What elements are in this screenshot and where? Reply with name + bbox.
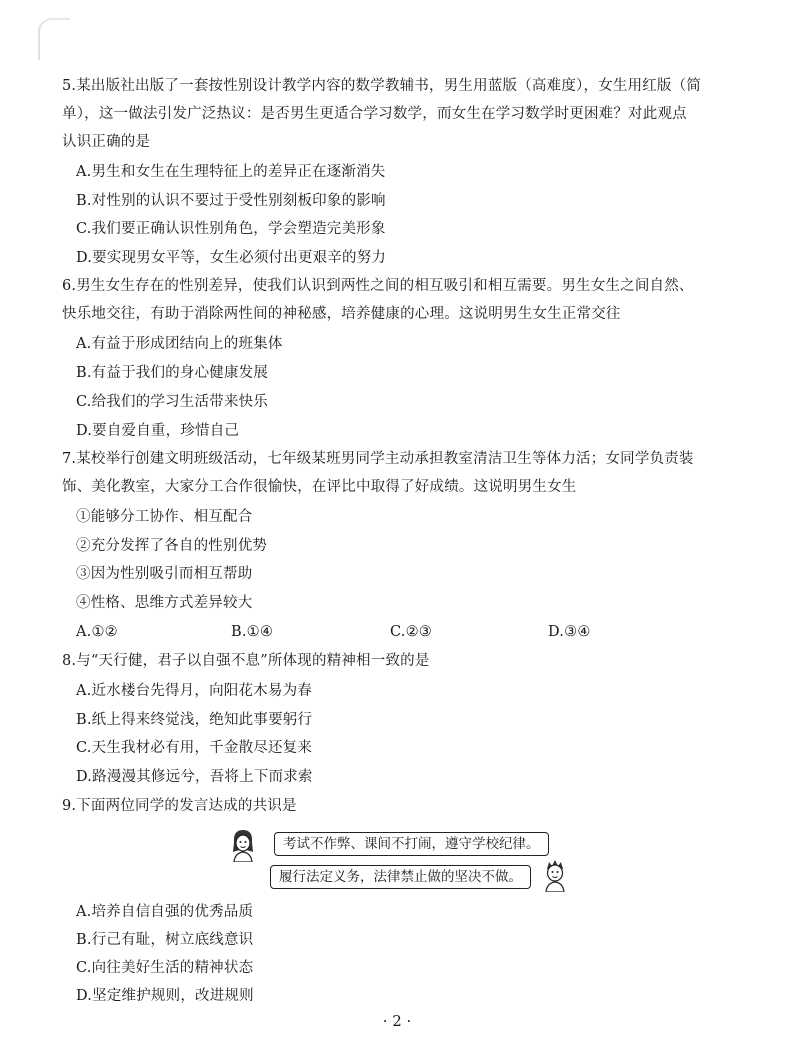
q6-option-c: C.给我们的学习生活带来快乐 bbox=[76, 394, 268, 410]
q6-option-a: A.有益于形成团结向上的班集体 bbox=[76, 336, 283, 352]
boy-student-icon bbox=[542, 858, 568, 892]
q7-option-d: D.③④ bbox=[548, 624, 591, 640]
q8-option-a: A.近水楼台先得月，向阳花木易为春 bbox=[76, 683, 312, 699]
q5-stem-line-3: 认识正确的是 bbox=[62, 134, 151, 150]
q7-option-b: B.①④ bbox=[231, 624, 274, 640]
q9-option-a: A.培养自信自强的优秀品质 bbox=[76, 904, 254, 920]
q5-stem-line-2: 单），这一做法引发广泛热议：是否男生更适合学习数学，而女生在学习数学时更困难？对此观点 bbox=[62, 106, 687, 122]
q5-option-d: D.要实现男女平等，女生必须付出更艰辛的努力 bbox=[76, 250, 387, 266]
page-number: · 2 · bbox=[382, 1012, 412, 1030]
q8-option-b: B.纸上得来终觉浅，绝知此事要躬行 bbox=[76, 712, 313, 728]
q9-dialog-illustration bbox=[230, 824, 570, 898]
q7-statement-4: ④性格、思维方式差异较大 bbox=[76, 595, 253, 611]
q9-option-b: B.行己有耻，树立底线意识 bbox=[76, 932, 254, 948]
girl-speech-bubble: 考试不作弊、课间不打闹，遵守学校纪律。 bbox=[274, 832, 549, 856]
q8-stem: 8.与“天行健，君子以自强不息”所体现的精神相一致的是 bbox=[62, 653, 430, 669]
q5-option-c: C.我们要正确认识性别角色，学会塑造完美形象 bbox=[76, 221, 386, 237]
q5-option-b: B.对性别的认识不要过于受性别刻板印象的影响 bbox=[76, 193, 386, 209]
boy-speech-bubble: 履行法定义务，法律禁止做的坚决不做。 bbox=[270, 865, 531, 889]
q8-option-c: C.天生我材必有用，千金散尽还复来 bbox=[76, 740, 313, 756]
q6-option-d: D.要自爱自重，珍惜自己 bbox=[76, 423, 240, 439]
q5-option-a: A.男生和女生在生理特征上的差异正在逐渐消失 bbox=[76, 164, 386, 180]
q7-statement-3: ③因为性别吸引而相互帮助 bbox=[76, 566, 253, 582]
q7-stem-line-2: 饰、美化教室，大家分工合作很愉快，在评比中取得了好成绩。这说明男生女生 bbox=[62, 479, 577, 495]
q9-stem: 9.下面两位同学的发言达成的共识是 bbox=[62, 798, 297, 814]
q6-option-b: B.有益于我们的身心健康发展 bbox=[76, 365, 269, 381]
q7-stem-line-1: 7.某校举行创建文明班级活动，七年级某班男同学主动承担教室清洁卫生等体力活；女同学负责装 bbox=[62, 451, 694, 467]
q6-stem-line-2: 快乐地交往，有助于消除两性间的神秘感，培养健康的心理。这说明男生女生正常交往 bbox=[62, 306, 621, 322]
q5-stem-line-1: 5.某出版社出版了一套按性别设计教学内容的数学教辅书，男生用蓝版（高难度），女生用红版（简 bbox=[62, 78, 702, 94]
q9-option-d: D.坚定维护规则，改进规则 bbox=[76, 988, 254, 1004]
scan-corner-mark bbox=[38, 18, 70, 60]
q7-statement-1: ①能够分工协作、相互配合 bbox=[76, 509, 253, 525]
q7-option-c: C.②③ bbox=[390, 624, 432, 640]
q7-option-a: A.①② bbox=[76, 624, 118, 640]
q9-option-c: C.向往美好生活的精神状态 bbox=[76, 960, 254, 976]
q6-stem-line-1: 6.男生女生存在的性别差异，使我们认识到两性之间的相互吸引和相互需要。男生女生之间自然、 bbox=[62, 278, 694, 294]
q8-option-d: D.路漫漫其修远兮，吾将上下而求索 bbox=[76, 769, 313, 785]
q7-statement-2: ②充分发挥了各自的性别优势 bbox=[76, 538, 268, 554]
girl-student-icon bbox=[230, 828, 256, 862]
